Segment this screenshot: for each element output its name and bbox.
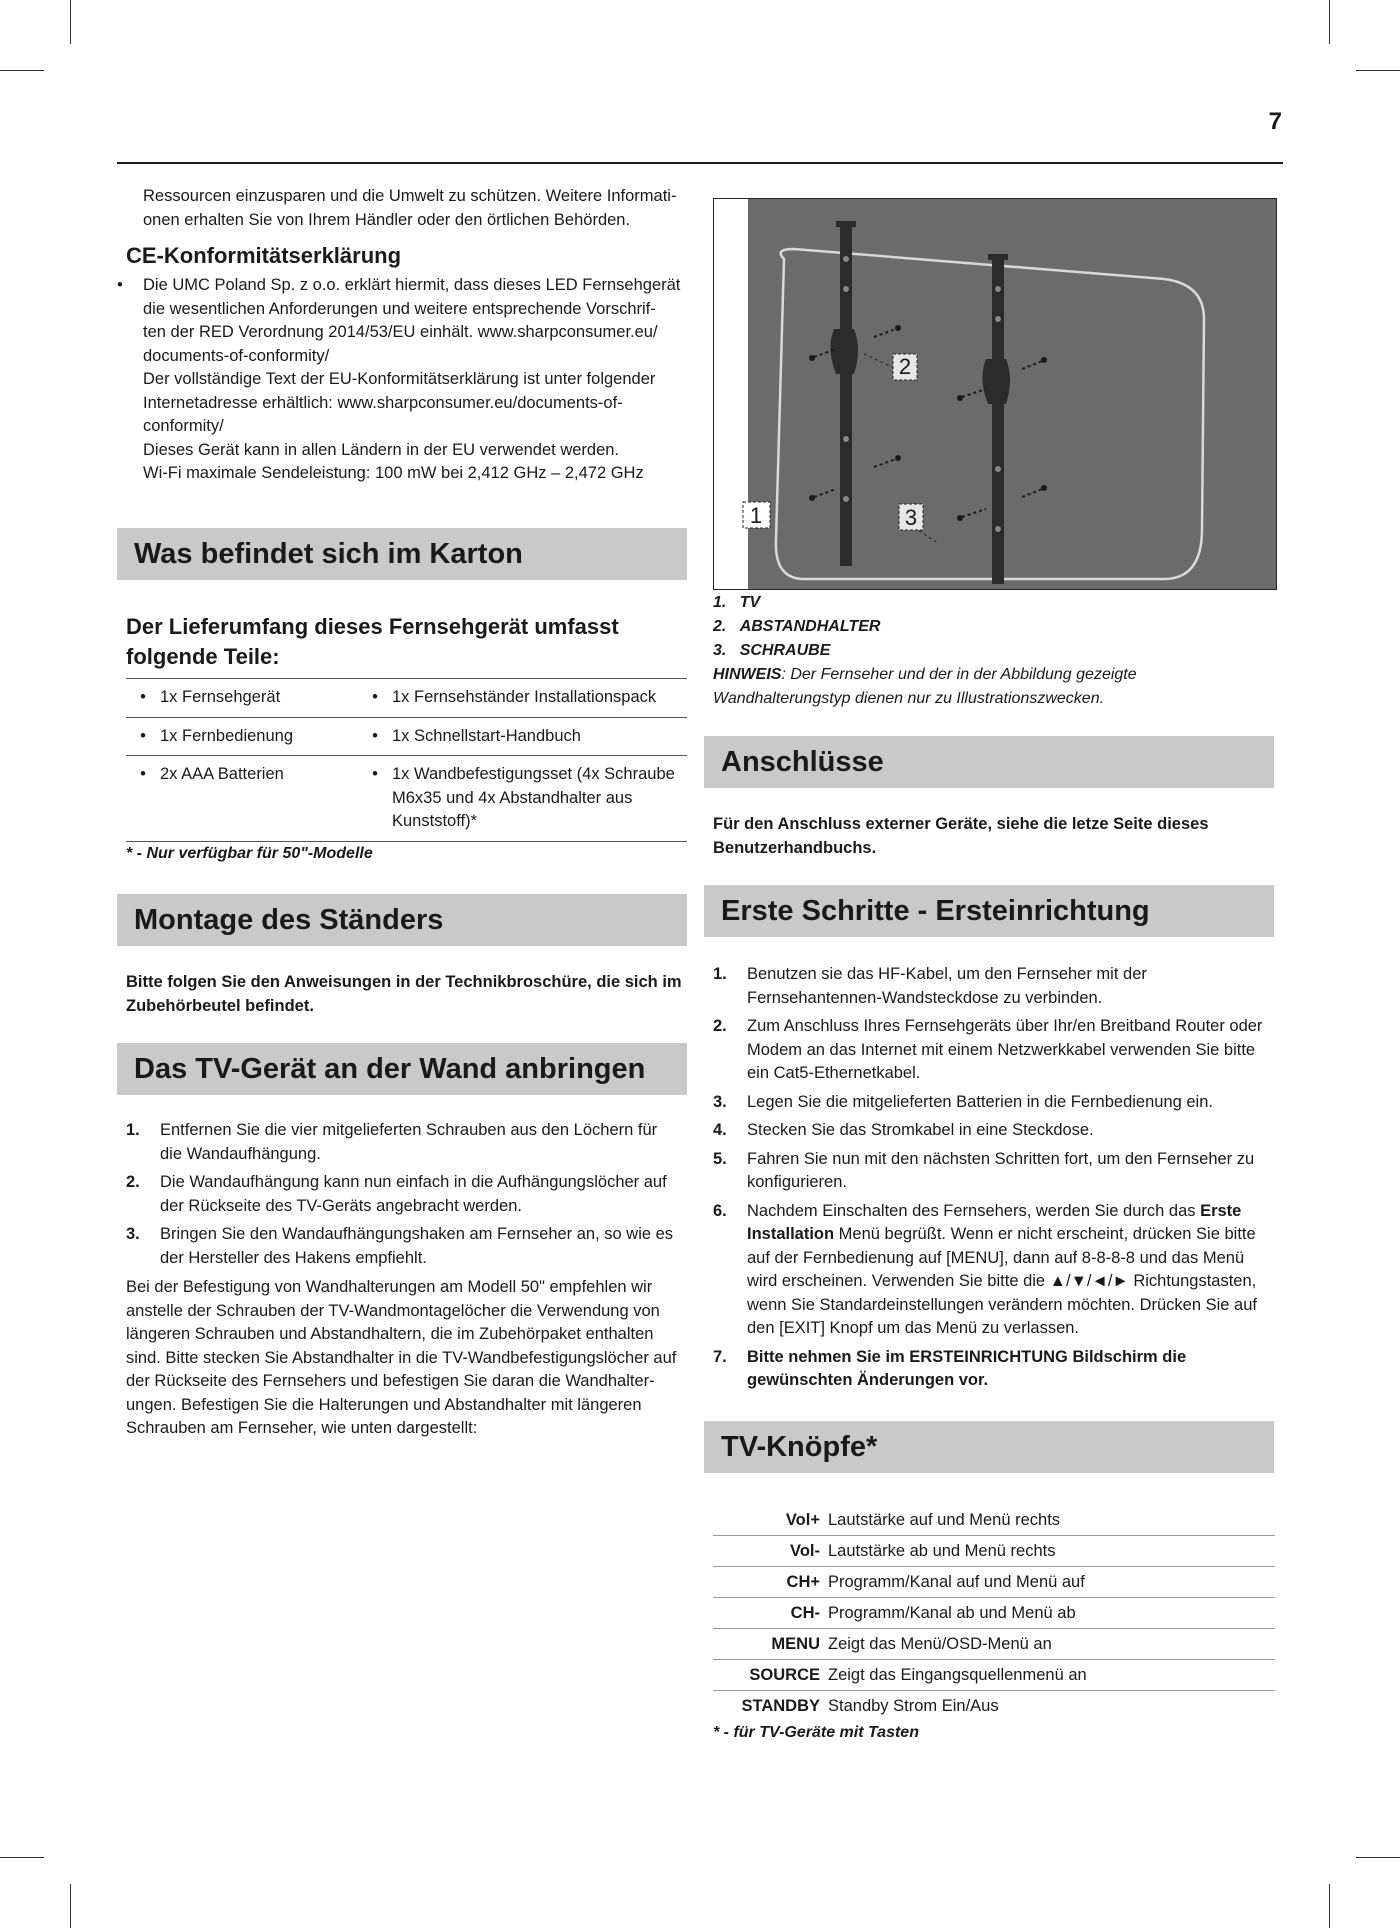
bullet: • — [140, 765, 146, 783]
caption-number: 1. — [713, 594, 727, 611]
list-text: Bitte nehmen Sie im ERSTEINRICHTUNG Bildschirm die gewünschten Änderungen vor. — [747, 1347, 1187, 1389]
caption-number: 2. — [713, 618, 727, 635]
table-cell: 1x Schnellstart-Handbuch — [392, 726, 581, 745]
list-text: Legen Sie die mitgelieferten Batterien in die Fernbedienung ein. — [747, 1092, 1213, 1111]
list-text: Stecken Sie das Stromkabel in eine Steckdose. — [747, 1121, 1094, 1139]
ce-line: ten der RED Verordnung 2014/53/EU einhält. www.sharpconsumer.eu/ — [143, 323, 658, 341]
list-number: 2. — [126, 1173, 140, 1191]
list-item — [713, 1091, 1275, 1115]
box-subheading — [126, 612, 686, 672]
button-key: MENU — [771, 1634, 820, 1653]
button-desc: Standby Strom Ein/Aus — [828, 1696, 999, 1715]
step6-text-a: Nachdem Einschalten des Fernsehers, werden Sie durch das — [747, 1201, 1201, 1220]
button-desc: Programm/Kanal auf und Menü auf — [828, 1572, 1085, 1591]
table-row — [713, 1629, 1275, 1660]
caption-number: 3. — [713, 642, 727, 659]
crop-mark — [0, 1857, 44, 1858]
list-number: 5. — [713, 1149, 727, 1168]
bullet: • — [372, 688, 378, 706]
box-contents-table — [126, 678, 687, 842]
figure-label-3: 3 — [904, 505, 918, 530]
list-number: 1. — [126, 1121, 140, 1139]
ce-line: Internetadresse erhältlich: www.sharpconsumer.eu/documents-of- — [143, 393, 623, 412]
box-subheading-line: folgende Teile: — [126, 644, 280, 669]
section-heading-connections: Anschlüsse — [704, 736, 1274, 788]
table-cell: 1x Fernsehständer Installationspack — [392, 688, 657, 706]
list-item — [126, 1119, 687, 1166]
figure-label-1: 1 — [749, 503, 763, 528]
crop-mark — [0, 70, 44, 71]
ce-line: Dieses Gerät kann in allen Ländern in der EU verwendet werden. — [143, 440, 620, 459]
list-number: 3. — [713, 1092, 727, 1111]
ce-line: conformity/ — [143, 417, 224, 435]
list-text — [747, 1200, 1275, 1341]
caption-item — [713, 615, 1275, 639]
box-subheading-line: Der Lieferumfang dieses Fernsehgerät umfasst — [126, 614, 619, 639]
caption-note — [713, 663, 1275, 711]
figure-label-2: 2 — [898, 354, 912, 379]
ce-line: Der vollständige Text der EU-Konformitätserklärung ist unter folgender — [143, 370, 656, 388]
section-heading-buttons: TV-Knöpfe* — [704, 1421, 1274, 1473]
button-key: CH- — [790, 1603, 820, 1622]
button-key: STANDBY — [741, 1696, 820, 1715]
caption-item — [713, 591, 1275, 615]
list-item — [713, 1119, 1275, 1143]
caption-note-text: : Der Fernseher und der in der Abbildung gezeigte Wandhalterungstyp dienen nur zu Illustrationszwecken. — [713, 666, 1137, 707]
ce-line: Wi-Fi maximale Sendeleistung: 100 mW bei 2,412 GHz – 2,472 GHz — [143, 464, 644, 482]
bullet: • — [140, 688, 146, 706]
list-number: 1. — [713, 965, 727, 983]
crop-mark — [1329, 0, 1330, 44]
table-row — [713, 1505, 1275, 1536]
list-item — [713, 1200, 1275, 1341]
table-row — [126, 679, 687, 718]
ce-line: documents-of-conformity/ — [143, 346, 330, 365]
button-desc: Zeigt das Eingangsquellenmenü an — [828, 1665, 1087, 1684]
section-heading-stand: Montage des Ständers — [117, 894, 687, 946]
header-rule — [117, 162, 1283, 164]
section-heading-setup: Erste Schritte - Ersteinrichtung — [704, 885, 1274, 937]
list-text: Entfernen Sie die vier mitgelieferten Schrauben aus den Löchern für die Wandaufhängung. — [160, 1121, 658, 1163]
caption-text: TV — [739, 594, 761, 611]
table-cell: 2x AAA Batterien — [160, 765, 284, 783]
stand-text: Bitte folgen Sie den Anweisungen in der Technikbroschüre, die sich im Zubehörbeutel befindet. — [126, 973, 682, 1015]
table-cell: 1x Wandbefestigungsset (4x Schraube M6x35 und 4x Abstandhalter aus Kunststoff)* — [392, 765, 675, 830]
list-number: 6. — [713, 1201, 727, 1220]
list-text: Die Wandaufhängung kann nun einfach in die Aufhängungslöcher auf der Rückseite des TV-Geräts angebracht werden. — [160, 1173, 667, 1215]
list-text: Zum Anschluss Ihres Fernsehgeräts über Ihr/en Breitband Router oder Modem an das Internet mit einem Netzwerkkabel verwenden Sie bitte ein Cat5-Ethernetkabel. — [747, 1017, 1263, 1082]
page-number: 7 — [1268, 108, 1282, 135]
step6-text-b: Menü begrüßt. Wenn er nicht erscheint, drücken Sie bitte auf der Fernbedienung auf [MENU], dann auf 8-8-8-8 und das Menü wird erscheinen. Verwenden Sie bitte die ▲/▼/◄/► Richtungstasten, wenn Sie Standardeinstellungen verändern möchten. Drücken Sie auf den [EXIT] Knopf um das Menü zu verlassen. — [747, 1225, 1257, 1337]
crop-mark — [70, 1884, 71, 1928]
button-key: Vol+ — [785, 1510, 820, 1529]
setup-steps — [713, 963, 1275, 1398]
list-text: Fahren Sie nun mit den nächsten Schritten fort, um den Fernseher zu konfigurieren. — [747, 1149, 1255, 1191]
ce-bullet — [117, 274, 713, 486]
list-item — [713, 1346, 1275, 1393]
list-item — [126, 1223, 687, 1270]
list-number: 2. — [713, 1017, 727, 1035]
list-item — [126, 1171, 687, 1218]
buttons-footnote: * - für TV-Geräte mit Tasten — [713, 1724, 919, 1741]
box-footnote: * - Nur verfügbar für 50"-Modelle — [126, 845, 373, 862]
button-key: Vol- — [790, 1541, 820, 1560]
table-cell: 1x Fernsehgerät — [160, 688, 281, 706]
button-desc: Programm/Kanal ab und Menü ab — [828, 1603, 1076, 1622]
section-heading-box: Was befindet sich im Karton — [117, 528, 687, 580]
figure-caption — [713, 591, 1275, 711]
list-text: Benutzen sie das HF-Kabel, um den Fernseher mit der Fernsehantennen-Wandsteckdose zu verbinden. — [747, 965, 1147, 1007]
table-row — [713, 1567, 1275, 1598]
wall-mount-illustration — [713, 198, 1277, 590]
button-desc: Zeigt das Menü/OSD-Menü an — [828, 1634, 1052, 1653]
bullet: • — [372, 765, 378, 783]
step6-bold: Erste Installation — [747, 1201, 1242, 1243]
wall-steps — [126, 1119, 687, 1275]
list-item — [713, 1015, 1275, 1086]
tv-buttons-table — [713, 1505, 1275, 1721]
button-key: SOURCE — [749, 1665, 820, 1684]
caption-text: ABSTANDHALTER — [739, 618, 881, 635]
connections-text: Für den Anschluss externer Geräte, siehe die letze Seite dieses Benutzerhandbuchs. — [713, 815, 1209, 857]
table-row — [713, 1536, 1275, 1567]
list-text: Bringen Sie den Wandaufhängungshaken am Fernseher an, so wie es der Hersteller des Hakens empfiehlt. — [160, 1225, 674, 1267]
crop-mark — [1356, 70, 1400, 71]
table-row — [126, 717, 687, 756]
button-desc: Lautstärke auf und Menü rechts — [828, 1510, 1061, 1529]
caption-text: SCHRAUBE — [739, 642, 831, 659]
list-item — [713, 1148, 1275, 1195]
crop-mark — [70, 0, 71, 44]
button-key: CH+ — [786, 1572, 820, 1591]
list-item — [713, 963, 1275, 1010]
ce-line: • Die UMC Poland Sp. z o.o. erklärt hiermit, dass dieses LED Fernsehgerät — [143, 276, 681, 294]
bullet: • — [372, 726, 378, 745]
bullet: • — [140, 726, 146, 745]
wall-paragraph: Bei der Befestigung von Wandhalterungen am Modell 50" empfehlen wir anstelle der Schrauben der TV-Wandmontagelöcher die Verwendung von längeren Schrauben und Abstandhaltern, die im Zubehörpaket enthalten sind. Bitte stecken Sie Abstandhalter in die TV-Wandbefestigungslöcher auf der Rückseite des Fernsehers und befestigen Sie daran die Wandhalter- ungen. Befestigen Sie die Halterungen und Abstandhalter mit längeren Schrauben am Fernseher, wie unten dargestellt: — [126, 1278, 677, 1437]
ce-heading: CE-Konformitätserklärung — [126, 243, 402, 268]
caption-note-label: HINWEIS — [713, 666, 782, 683]
list-number: 7. — [713, 1347, 727, 1366]
caption-item — [713, 639, 1275, 663]
crop-mark — [1356, 1857, 1400, 1858]
list-number: 3. — [126, 1225, 140, 1243]
button-desc: Lautstärke ab und Menü rechts — [828, 1541, 1056, 1560]
list-number: 4. — [713, 1121, 727, 1139]
wall-mount-drawing — [714, 199, 1276, 589]
table-row — [713, 1691, 1275, 1722]
section-heading-wall: Das TV-Gerät an der Wand anbringen — [117, 1043, 687, 1095]
table-row — [713, 1660, 1275, 1691]
table-cell: 1x Fernbedienung — [160, 726, 294, 745]
crop-mark — [1329, 1884, 1330, 1928]
callout-1 — [743, 502, 770, 528]
table-row — [713, 1598, 1275, 1629]
ce-line: die wesentlichen Anforderungen und weitere entsprechende Vorschrif- — [143, 299, 656, 318]
table-row — [126, 756, 687, 842]
intro-text: Ressourcen einzusparen und die Umwelt zu schützen. Weitere Informati- onen erhalten Sie von Ihrem Händler oder den örtlichen Behörden. — [143, 187, 677, 229]
